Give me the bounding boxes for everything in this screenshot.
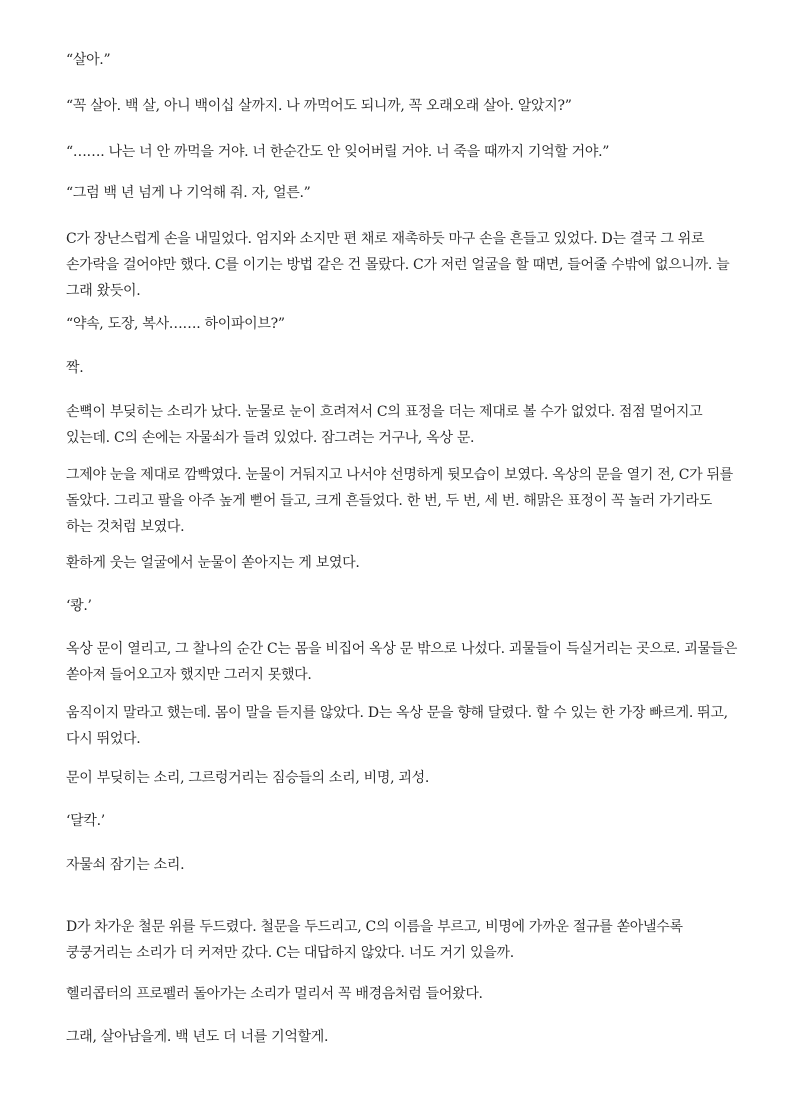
paragraph: 그제야 눈을 제대로 깜빡였다. 눈물이 거둬지고 나서야 선명하게 뒷모습이 보였다. 옥상의 문을 열기 전, C가 뒤를 돌았다. 그리고 팔을 아주 높게 뻗어 들고, 크게 흔들었다. 한 번, 두 번, 세 번. 해맑은 표정이 꼭 놀러 가기라도 하는 것처럼 보였다.: [66, 467, 733, 535]
paragraph: 옥상 문이 열리고, 그 찰나의 순간 C는 몸을 비집어 옥상 문 밖으로 나섰다. 괴물들이 득실거리는 곳으로. 괴물들은 쏟아져 들어오고자 했지만 그러지 못했다.: [66, 641, 738, 683]
paragraph: 환하게 웃는 얼굴에서 눈물이 쏟아지는 게 보였다.: [66, 555, 360, 571]
paragraph: D가 차가운 철문 위를 두드렸다. 철문을 두드리고, C의 이름을 부르고, 비명에 가까운 절규를 쏟아낼수록 쿵쿵거리는 소리가 더 커져만 갔다. C는 대답하지 않았다. 너도 거기 있을까.: [66, 919, 683, 961]
paragraph: “살아.”: [66, 52, 111, 68]
paragraph: 손뼉이 부딪히는 소리가 났다. 눈물로 눈이 흐려져서 C의 표정을 더는 제대로 볼 수가 없었다. 점점 멀어지고 있는데. C의 손에는 자물쇠가 들려 있었다. 잠그려는 거구나, 옥상 문.: [66, 404, 703, 446]
paragraph: 그래, 살아남을게. 백 년도 더 너를 기억할게.: [66, 1029, 329, 1045]
paragraph: 자물쇠 잠기는 소리.: [66, 857, 185, 873]
paragraph: “……. 나는 너 안 까먹을 거야. 너 한순간도 안 잊어버릴 거야. 너 죽을 때까지 기억할 거야.”: [66, 144, 610, 160]
paragraph: “그럼 백 년 넘게 나 기억해 줘. 자, 얼른.”: [66, 185, 311, 201]
paragraph: “꼭 살아. 백 살, 아니 백이십 살까지. 나 까먹어도 되니까, 꼭 오래오래 살아. 알았지?”: [66, 98, 572, 114]
paragraph: “약속, 도장, 복사……. 하이파이브?”: [66, 316, 285, 332]
paragraph: 움직이지 말라고 했는데. 몸이 말을 듣지를 않았다. D는 옥상 문을 향해 달렸다. 할 수 있는 한 가장 빠르게. 뛰고, 다시 뛰었다.: [66, 705, 728, 747]
paragraph: 짝.: [66, 360, 84, 376]
paragraph: ‘쾅.’: [66, 598, 92, 614]
paragraph: ‘달칵.’: [66, 813, 105, 829]
paragraph: C가 장난스럽게 손을 내밀었다. 엄지와 소지만 편 채로 재촉하듯 마구 손을 흔들고 있었다. D는 결국 그 위로 손가락을 걸어야만 했다. C를 이기는 방법 같은 건 몰랐다. C가 저런 얼굴을 할 때면, 들어줄 수밖에 없으니까. 늘 그래 왔듯이.: [66, 231, 730, 299]
paragraph: 헬리콥터의 프로펠러 돌아가는 소리가 멀리서 꼭 배경음처럼 들어왔다.: [66, 986, 483, 1002]
paragraph: 문이 부딪히는 소리, 그르렁거리는 짐승들의 소리, 비명, 괴성.: [66, 770, 430, 786]
